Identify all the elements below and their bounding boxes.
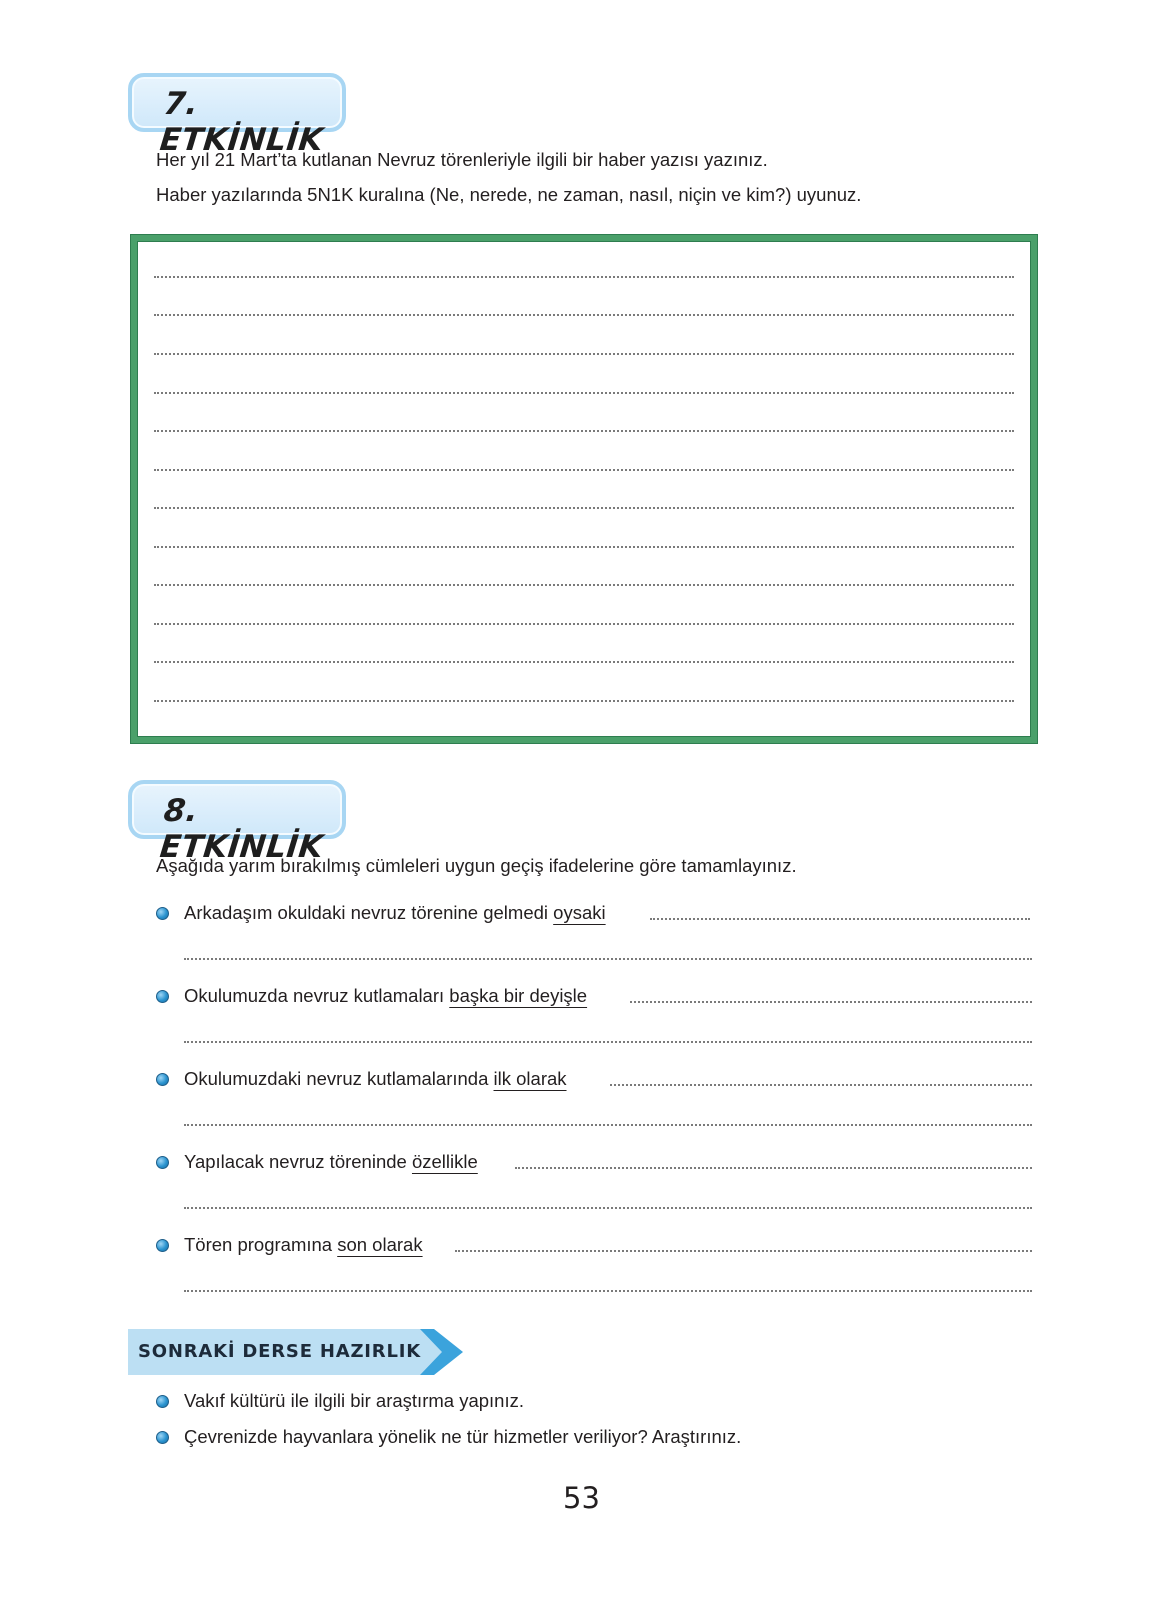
writing-line[interactable] bbox=[154, 623, 1014, 625]
sentence-item bbox=[184, 1234, 423, 1256]
preparation-item: Çevrenizde hayvanlara yönelik ne tür hizmetler veriliyor? Araştırınız. bbox=[184, 1426, 742, 1447]
sentence-item bbox=[184, 1068, 567, 1090]
transition-keyword: başka bir deyişle bbox=[449, 985, 588, 1006]
answer-line[interactable] bbox=[610, 1084, 1032, 1086]
activity-7-instruction-2: Haber yazılarında 5N1K kuralına (Ne, nerede, ne zaman, nasıl, niçin ve kim?) uyunuz. bbox=[156, 184, 862, 205]
answer-line[interactable] bbox=[515, 1167, 1032, 1169]
activity-8-instruction: Aşağıda yarım bırakılmış cümleleri uygun geçiş ifadelerine göre tamamlayınız. bbox=[156, 855, 797, 876]
bullet-icon bbox=[156, 1431, 169, 1444]
activity-7-instruction-1: Her yıl 21 Mart’ta kutlanan Nevruz törenleriyle ilgili bir haber yazısı yazınız. bbox=[156, 149, 768, 170]
transition-keyword: ilk olarak bbox=[493, 1068, 567, 1089]
answer-line[interactable] bbox=[455, 1250, 1032, 1252]
sentence-prefix: Arkadaşım okuldaki nevruz törenine gelmedi bbox=[184, 902, 554, 923]
preparation-title: SONRAKİ DERSE HAZIRLIK bbox=[138, 1341, 421, 1362]
writing-line[interactable] bbox=[154, 584, 1014, 586]
bullet-icon bbox=[156, 1239, 169, 1252]
bullet-icon bbox=[156, 1395, 169, 1408]
writing-line[interactable] bbox=[154, 353, 1014, 355]
sentence-prefix: Yapılacak nevruz töreninde bbox=[184, 1151, 412, 1172]
sentence-prefix: Tören programına bbox=[184, 1234, 338, 1255]
writing-line[interactable] bbox=[154, 507, 1014, 509]
activity-8-title: 8. ETKİNLİK bbox=[158, 793, 326, 865]
writing-line[interactable] bbox=[154, 392, 1014, 394]
transition-keyword: özellikle bbox=[411, 1151, 478, 1172]
bullet-icon bbox=[156, 907, 169, 920]
answer-line[interactable] bbox=[630, 1001, 1032, 1003]
writing-line[interactable] bbox=[154, 700, 1014, 702]
sentence-item bbox=[184, 902, 606, 924]
sentence-item bbox=[184, 985, 587, 1007]
transition-keyword: oysaki bbox=[553, 902, 606, 923]
writing-line[interactable] bbox=[154, 276, 1014, 278]
page-number: 53 bbox=[563, 1481, 600, 1515]
writing-line[interactable] bbox=[154, 469, 1014, 471]
answer-line[interactable] bbox=[184, 1041, 1032, 1043]
writing-box[interactable] bbox=[131, 235, 1037, 743]
sentence-prefix: Okulumuzdaki nevruz kutlamalarında bbox=[184, 1068, 494, 1089]
activity-7-title: 7. ETKİNLİK bbox=[158, 86, 326, 158]
sentence-prefix: Okulumuzda nevruz kutlamaları bbox=[184, 985, 450, 1006]
transition-keyword: son olarak bbox=[337, 1234, 423, 1255]
preparation-item: Vakıf kültürü ile ilgili bir araştırma yapınız. bbox=[184, 1390, 524, 1411]
activity-8-badge bbox=[128, 780, 346, 865]
preparation-banner bbox=[128, 1329, 463, 1375]
bullet-icon bbox=[156, 1156, 169, 1169]
answer-line[interactable] bbox=[184, 1124, 1032, 1126]
bullet-icon bbox=[156, 1073, 169, 1086]
writing-line[interactable] bbox=[154, 314, 1014, 316]
bullet-icon bbox=[156, 990, 169, 1003]
answer-line[interactable] bbox=[184, 958, 1032, 960]
writing-line[interactable] bbox=[154, 430, 1014, 432]
answer-line[interactable] bbox=[184, 1207, 1032, 1209]
writing-line[interactable] bbox=[154, 546, 1014, 548]
activity-7-badge bbox=[128, 73, 346, 158]
answer-line[interactable] bbox=[650, 918, 1030, 920]
writing-line[interactable] bbox=[154, 661, 1014, 663]
sentence-item bbox=[184, 1151, 478, 1173]
answer-line[interactable] bbox=[184, 1290, 1032, 1292]
